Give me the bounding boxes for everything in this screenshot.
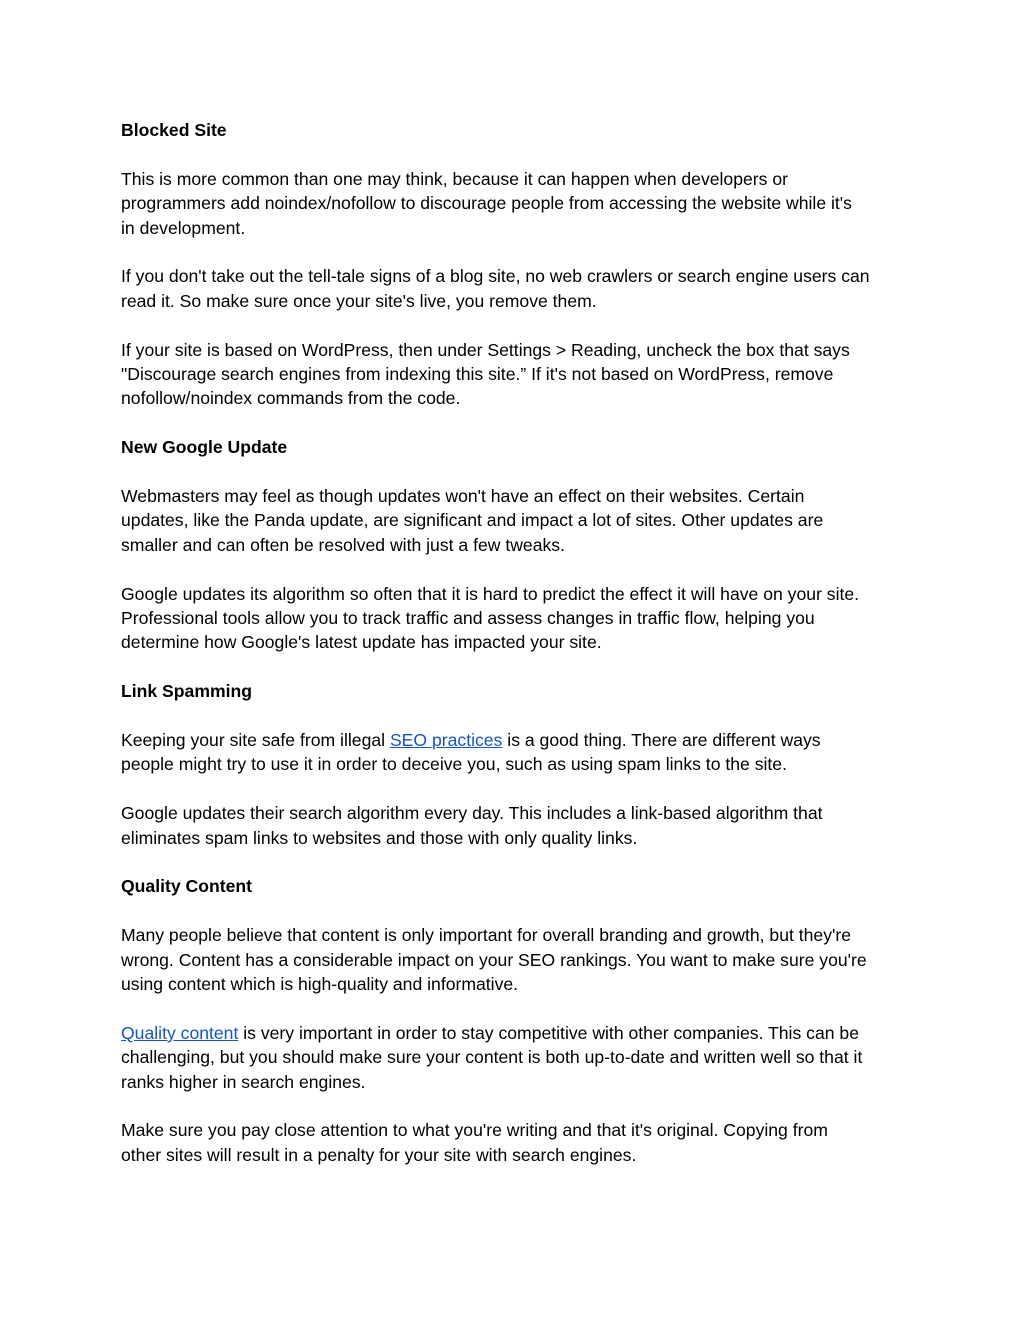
text-line: Make sure you pay close attention to what you're writing and that it's original. Copying from	[121, 1120, 828, 1141]
text-line: smaller and can often be resolved with just a few tweaks.	[121, 534, 565, 555]
seo-practices-link[interactable]: SEO practices	[389, 730, 503, 751]
text-line: Google updates its algorithm so often that it is hard to predict the effect it will have on your site.	[121, 583, 860, 604]
text-line: using content which is high-quality and informative.	[121, 974, 519, 995]
text-line: programmers add noindex/nofollow to discourage people from accessing the website while it's	[121, 193, 852, 214]
text-line: people might try to use it in order to deceive you, such as using spam links to the site.	[121, 754, 787, 775]
text-line: in development.	[121, 217, 246, 238]
text-line: ranks higher in search engines.	[121, 1071, 366, 1092]
paragraph	[121, 582, 911, 655]
heading-quality-content: Quality Content	[121, 876, 252, 897]
paragraph	[121, 167, 911, 240]
text-line	[121, 1021, 911, 1045]
paragraph	[121, 484, 911, 557]
text-line: "Discourage search engines from indexing this site.” If it's not based on WordPress, remove	[121, 364, 834, 385]
document-body	[121, 118, 911, 1192]
heading-blocked-site: Blocked Site	[121, 120, 227, 140]
text-line: updates, like the Panda update, are significant and impact a lot of sites. Other updates are	[121, 510, 824, 531]
text-line: read it. So make sure once your site's live, you remove them.	[121, 290, 597, 311]
paragraph	[121, 338, 911, 411]
text-line	[121, 728, 911, 752]
text-fragment: is a good thing. There are different ways	[502, 730, 821, 751]
text-line: Many people believe that content is only important for overall branding and growth, but they're	[121, 925, 852, 946]
text-line: nofollow/noindex commands from the code.	[121, 388, 461, 409]
text-fragment: is very important in order to stay competitive with other companies. This can be	[238, 1022, 859, 1043]
text-line: determine how Google's latest update has impacted your site.	[121, 632, 602, 653]
text-line: wrong. Content has a considerable impact on your SEO rankings. You want to make sure you're	[121, 949, 867, 970]
text-fragment: Keeping your site safe from illegal	[121, 730, 390, 751]
text-line: If your site is based on WordPress, then under Settings > Reading, uncheck the box that says	[121, 339, 850, 360]
text-line: Webmasters may feel as though updates won't have an effect on their websites. Certain	[121, 486, 805, 507]
text-line: This is more common than one may think, because it can happen when developers or	[121, 168, 788, 189]
quality-content-link[interactable]: Quality content	[121, 1022, 239, 1043]
text-line: eliminates spam links to websites and those with only quality links.	[121, 827, 638, 848]
heading-new-google-update: New Google Update	[121, 437, 288, 458]
paragraph	[121, 923, 911, 996]
heading-link-spamming: Link Spamming	[121, 681, 252, 702]
text-line: Professional tools allow you to track traffic and assess changes in traffic flow, helping you	[121, 608, 815, 629]
text-line: Google updates their search algorithm every day. This includes a link-based algorithm that	[121, 803, 823, 824]
text-line: If you don't take out the tell-tale signs of a blog site, no web crawlers or search engine users can	[121, 266, 870, 287]
paragraph	[121, 1021, 911, 1094]
paragraph	[121, 1118, 911, 1167]
text-line: other sites will result in a penalty for your site with search engines.	[121, 1144, 637, 1165]
paragraph	[121, 728, 911, 777]
text-line: challenging, but you should make sure your content is both up-to-date and written well so that it	[121, 1047, 863, 1068]
paragraph	[121, 264, 911, 313]
paragraph	[121, 801, 911, 850]
